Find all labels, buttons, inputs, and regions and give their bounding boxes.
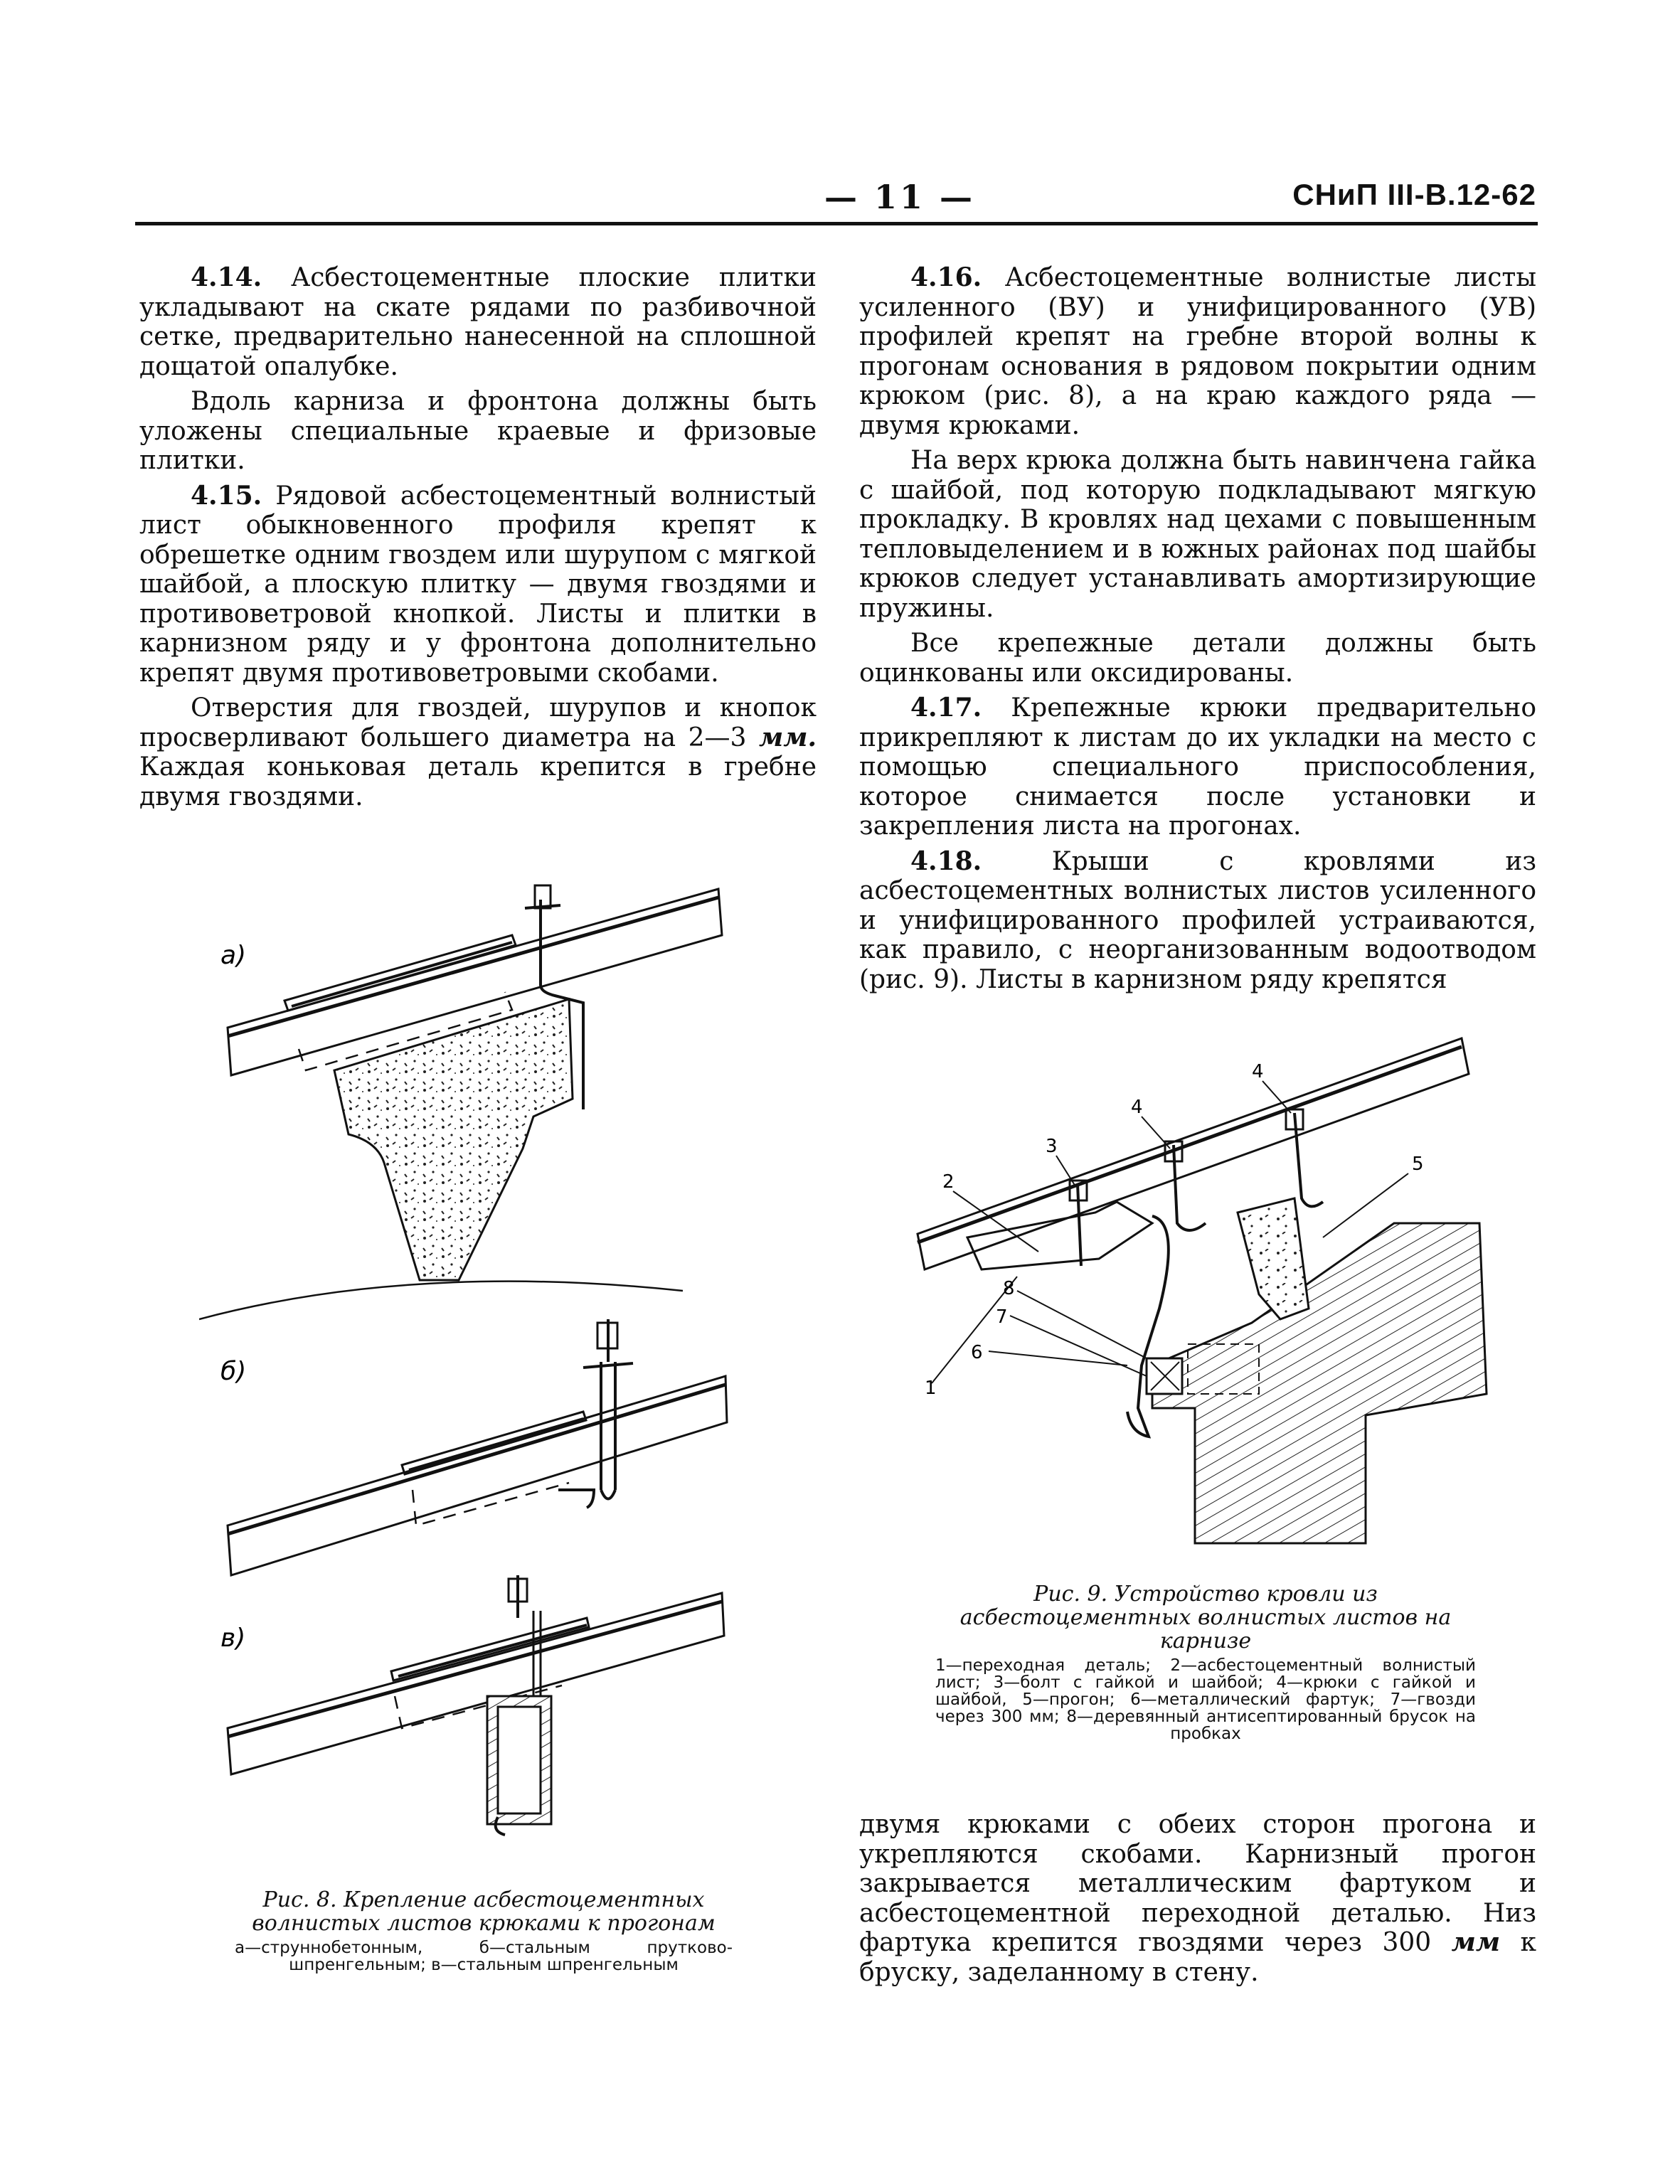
figure-8-title: Рис. 8. Крепление асбестоцементных волнистых листов крюками к прогонам: [252, 1887, 716, 1936]
detail-b: [228, 1319, 727, 1575]
figure-9-title: Рис. 9. Устройство кровли из асбестоцементных волнистых листов на карнизе: [959, 1582, 1452, 1653]
header-rule: [135, 222, 1538, 225]
paragraph-continuation: [859, 1810, 1536, 1987]
unit-mm: мм: [1451, 1927, 1501, 1957]
paragraph-4-18: [859, 847, 1536, 995]
unit-mm: мм.: [759, 722, 817, 752]
paragraph-text: двумя крюками с обеих сторон прогона и укрепляются скобами. Карнизный прогон закрывается металлическим фартуком и асбестоцементной переходной деталью. Низ фартука крепится гвоздями через 300: [859, 1810, 1536, 1957]
page-number: — 11 —: [824, 178, 976, 216]
paragraph-nut: На верх крюка должна быть навинчена гайка с шайбой, под которую подкладывают мягкую прокладку. В кровлях над цехами с повышенным тепловыделением и в южных районах под шайбы крюков следует устанавливать амортизирующие пружины.: [859, 446, 1536, 623]
right-column: [859, 263, 1536, 1000]
clause-number: 4.17.: [910, 693, 982, 723]
page-header: [135, 178, 1536, 220]
paragraph-text: Крыши с кровлями из асбестоцементных волнистых листов усиленного и унифицированного профилей устраиваются, как правило, с неорганизованным водоотводом (рис. 9). Листы в карнизном ряду крепятся: [859, 846, 1536, 994]
callout-4a: 4: [1131, 1097, 1143, 1118]
callout-3: 3: [1046, 1136, 1058, 1157]
paragraph-galvanized: Все крепежные детали должны быть оцинкованы или оксидированы.: [859, 629, 1536, 688]
figure-9-legend: 1—переходная деталь; 2—асбестоцементный волнистый лист; 3—болт с гайкой и шайбой; 4—крюки с гайкой и шайбой, 5—прогон; 6—металлический фартук; 7—гвозди через 300 мм; 8—деревянный антисептированный брусок на пробках: [935, 1656, 1476, 1743]
clause-number: 4.15.: [191, 480, 262, 511]
callout-5: 5: [1412, 1154, 1424, 1175]
figure-9-caption: [935, 1582, 1476, 1742]
detail-c: [228, 1575, 724, 1835]
paragraph-text: Рядовой асбестоцементный волнистый лист обыкновенного профиля крепят к обрешетке одним гвоздем или шурупом с мягкой шайбой, а плоскую плитку — двумя гвоздями и противоветровой кнопкой. Листы и плитки в карнизном ряду и у фронтона дополнительно крепят двумя противоветровыми скобами.: [139, 481, 817, 688]
callout-2: 2: [942, 1171, 955, 1193]
right-column-continued: [859, 1810, 1536, 1993]
paragraph-text: Асбестоцементные плоские плитки укладывают на скате рядами по разбивочной сетке, предварительно нанесенной на сплошной дощатой опалубке.: [139, 263, 817, 381]
callout-6: 6: [971, 1342, 983, 1363]
callout-7: 7: [996, 1306, 1008, 1328]
clause-number: 4.16.: [910, 262, 982, 292]
figure-8-drawing: [199, 864, 768, 1881]
figure-8-legend: а—струннобетонным, б—стальным прутково-шпренгельным; в—стальным шпренгельным: [235, 1939, 733, 1974]
paragraph-holes: [139, 693, 817, 811]
callout-4b: 4: [1252, 1061, 1264, 1082]
paragraph-text: Асбестоцементные волнистые листы усиленного (ВУ) и унифицированного (УВ) профилей крепят на гребне второй волны к прогонам основания в рядовом покрытии одним крюком (рис. 8), а на краю каждого ряда — двумя крюками.: [859, 263, 1536, 440]
callout-8: 8: [1003, 1278, 1015, 1299]
clause-number: 4.18.: [910, 846, 982, 876]
clause-number: 4.14.: [191, 262, 262, 292]
document-code: СНиП III-В.12-62: [1292, 178, 1536, 211]
left-column: [139, 263, 817, 817]
label-c: в): [220, 1624, 246, 1653]
paragraph-text: к бруску, заделанному в стену.: [859, 1928, 1537, 1987]
paragraph-4-16: [859, 263, 1536, 440]
paragraph-text: Отверстия для гвоздей, шурупов и кнопок просверливают большего диаметра на 2—3: [139, 693, 817, 752]
figure-9-drawing: [882, 1010, 1536, 1572]
label-a: а): [220, 941, 247, 970]
detail-a: [199, 885, 722, 1319]
paragraph-4-17: [859, 693, 1536, 841]
paragraph-4-14: [139, 263, 817, 381]
paragraph-text: Каждая коньковая деталь крепится в гребне двумя гвоздями.: [139, 752, 817, 811]
paragraph-4-15: [139, 481, 817, 688]
label-b: б): [220, 1357, 247, 1386]
callout-1: 1: [925, 1378, 937, 1399]
figure-8-caption: [235, 1888, 733, 1973]
paragraph-eaves: Вдоль карниза и фронтона должны быть уложены специальные краевые и фризовые плитки.: [139, 387, 817, 475]
paragraph-text: Крепежные крюки предварительно прикрепляют к листам до их укладки на место с помощью специального приспособления, которое снимается после установки и закрепления листа на прогонах.: [859, 693, 1536, 841]
